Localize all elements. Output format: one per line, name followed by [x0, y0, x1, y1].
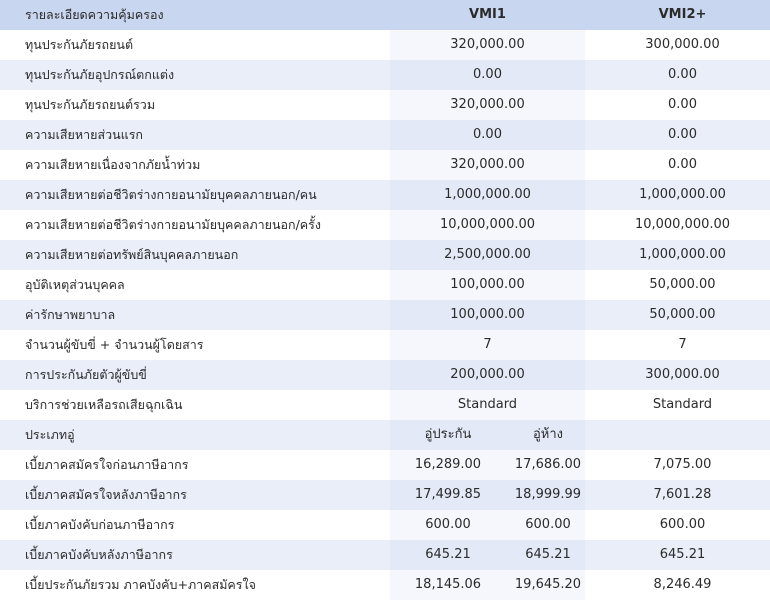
premium-row: [0, 450, 770, 480]
premium-insurer-garage: 645.21: [425, 547, 471, 562]
row-label: เบี้ยภาคบังคับหลังภาษีอากร: [25, 547, 173, 562]
premium-row: [0, 570, 770, 600]
row-label: เบี้ยภาคบังคับก่อนภาษีอากร: [25, 517, 175, 532]
row-label: ทุนประกันภัยอุปกรณ์ตกแต่ง: [25, 67, 175, 82]
value-vmi2plus: 0.00: [668, 157, 697, 172]
row-label: อุบัติเหตุส่วนบุคคล: [25, 277, 125, 292]
row-label: เบี้ยประกันภัยรวม ภาคบังคับ+ภาคสมัครใจ: [25, 577, 256, 592]
row-label: ความเสียหายเนื่องจากภัยน้ำท่วม: [25, 157, 201, 172]
row-label: เบี้ยภาคสมัครใจก่อนภาษีอากร: [25, 457, 189, 472]
premium-vmi2plus: 645.21: [659, 547, 706, 562]
value-vmi2plus: 1,000,000.00: [639, 247, 726, 262]
table-row: [0, 210, 770, 240]
value-vmi1: 0.00: [390, 60, 585, 90]
value-vmi2plus: 300,000.00: [645, 37, 720, 52]
value-vmi1: 320,000.00: [390, 30, 585, 60]
value-vmi1: 100,000.00: [390, 300, 585, 330]
table-header-row: [0, 0, 770, 30]
table-row: [0, 90, 770, 120]
row-label: เบี้ยภาคสมัครใจหลังภาษีอากร: [25, 487, 187, 502]
value-vmi1: 100,000.00: [390, 270, 585, 300]
header-plan-vmi1: VMI1: [390, 0, 585, 30]
premium-dealer-garage: 600.00: [525, 517, 571, 532]
premium-vmi2plus: 7,601.28: [653, 487, 712, 502]
table-row: [0, 60, 770, 90]
garage-type-label: ประเภทอู่: [25, 427, 75, 442]
value-vmi2plus: Standard: [652, 397, 713, 412]
premium-row: [0, 480, 770, 510]
header-label: รายละเอียดความคุ้มครอง: [25, 7, 164, 22]
row-label: ทุนประกันภัยรถยนต์รวม: [25, 97, 156, 112]
value-vmi1: 200,000.00: [390, 360, 585, 390]
row-label: จำนวนผู้ขับขี่ + จำนวนผู้โดยสาร: [25, 337, 204, 352]
row-label: ความเสียหายต่อทรัพย์สินบุคคลภายนอก: [25, 247, 239, 262]
premium-dealer-garage: 645.21: [525, 547, 571, 562]
row-label: ความเสียหายส่วนแรก: [25, 127, 143, 142]
table-row: [0, 150, 770, 180]
premium-dealer-garage: 18,999.99: [514, 487, 582, 502]
table-row: [0, 180, 770, 210]
value-vmi1: 320,000.00: [390, 90, 585, 120]
value-vmi1: 1,000,000.00: [390, 180, 585, 210]
premium-vmi2plus: 600.00: [659, 517, 706, 532]
value-vmi1: 0.00: [390, 120, 585, 150]
value-vmi2plus: 1,000,000.00: [639, 187, 726, 202]
row-label: ความเสียหายต่อชีวิตร่างกายอนามัยบุคคลภายนอก/คน: [25, 187, 317, 202]
garage-insurer-label: อู่ประกัน: [424, 427, 472, 442]
value-vmi2plus: 300,000.00: [645, 367, 720, 382]
garage-type-row: [0, 420, 770, 450]
row-label: บริการช่วยเหลือรถเสียฉุกเฉิน: [25, 397, 183, 412]
garage-dealer-label: อู่ห้าง: [532, 427, 564, 442]
row-label: ทุนประกันภัยรถยนต์: [25, 37, 134, 52]
premium-insurer-garage: 18,145.06: [414, 577, 482, 592]
premium-insurer-garage: 600.00: [425, 517, 471, 532]
premium-dealer-garage: 19,645.20: [514, 577, 582, 592]
premium-vmi2plus: 8,246.49: [653, 577, 712, 592]
value-vmi1: 10,000,000.00: [390, 210, 585, 240]
value-vmi2plus: 0.00: [668, 97, 697, 112]
row-label: ค่ารักษาพยาบาล: [25, 307, 116, 322]
table-row: [0, 120, 770, 150]
premium-insurer-garage: 16,289.00: [414, 457, 482, 472]
value-vmi2plus: 7: [678, 337, 687, 352]
table-row: [0, 360, 770, 390]
header-plan-vmi2plus: VMI2+: [658, 7, 707, 22]
value-vmi2plus: 0.00: [668, 67, 697, 82]
table-row: [0, 300, 770, 330]
value-vmi2plus: 50,000.00: [649, 307, 716, 322]
table-row: [0, 240, 770, 270]
table-row: [0, 270, 770, 300]
value-vmi1: 2,500,000.00: [390, 240, 585, 270]
table-row: [0, 30, 770, 60]
value-vmi2plus: 0.00: [668, 127, 697, 142]
row-label: ความเสียหายต่อชีวิตร่างกายอนามัยบุคคลภายนอก/ครั้ง: [25, 217, 321, 232]
value-vmi1: 7: [390, 330, 585, 360]
value-vmi2plus: 50,000.00: [649, 277, 716, 292]
table-row: [0, 330, 770, 360]
premium-row: [0, 510, 770, 540]
premium-vmi2plus: 7,075.00: [653, 457, 712, 472]
premium-row: [0, 540, 770, 570]
value-vmi1: 320,000.00: [390, 150, 585, 180]
value-vmi1: Standard: [390, 390, 585, 420]
value-vmi2plus: 10,000,000.00: [634, 217, 731, 232]
row-label: การประกันภัยตัวผู้ขับขี่: [25, 367, 147, 382]
premium-insurer-garage: 17,499.85: [414, 487, 482, 502]
table-row: [0, 390, 770, 420]
premium-dealer-garage: 17,686.00: [514, 457, 582, 472]
